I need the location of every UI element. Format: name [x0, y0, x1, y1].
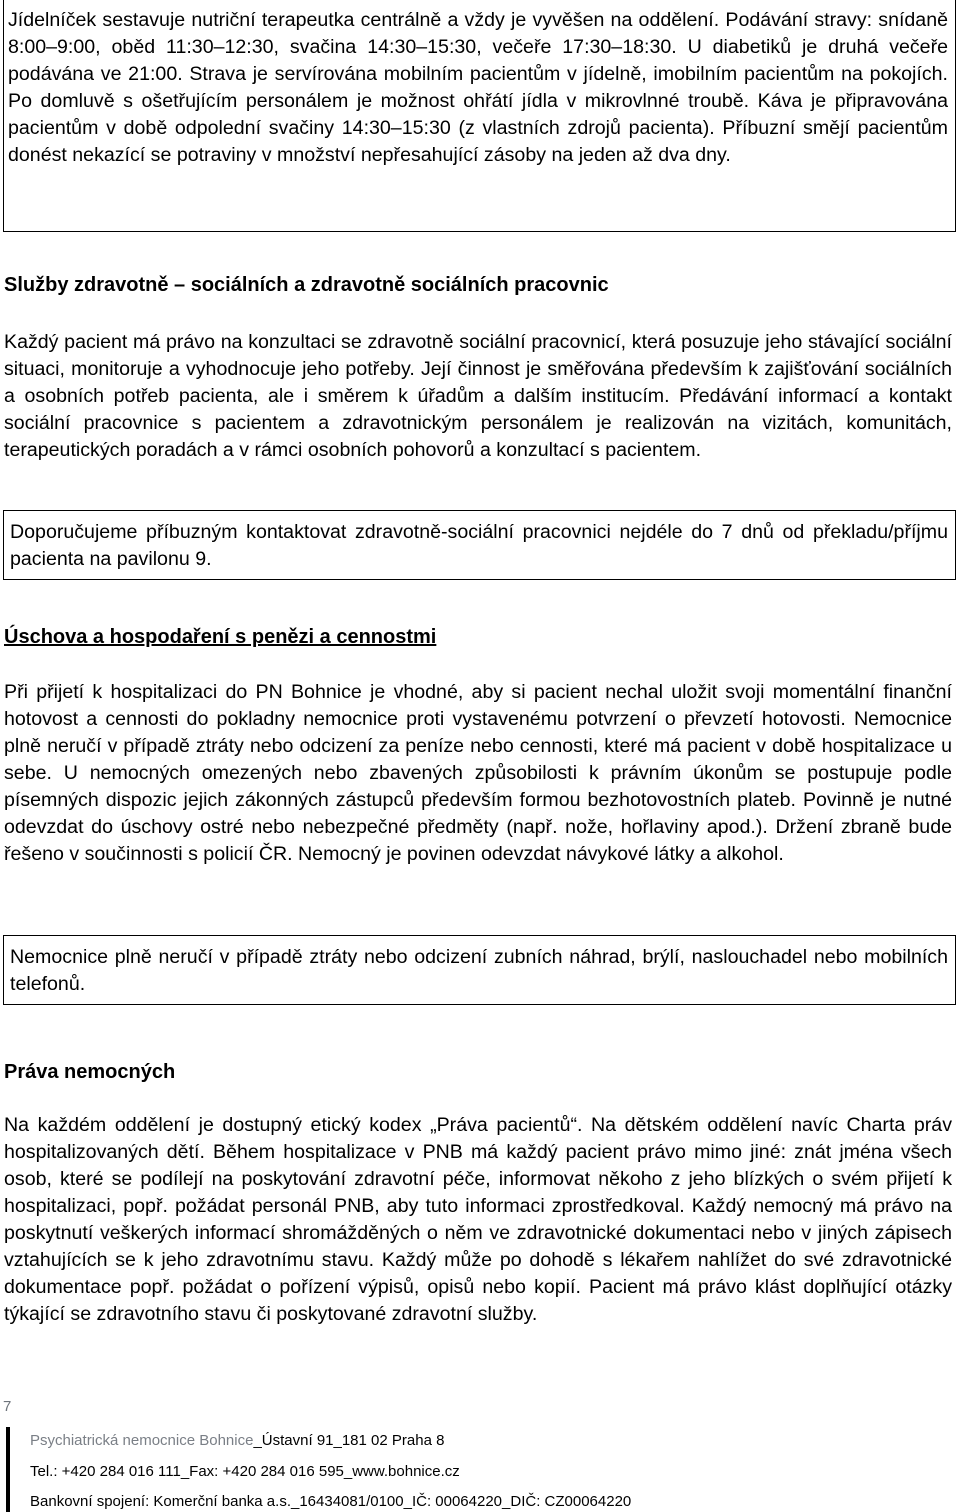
meals-info-text: Jídelníček sestavuje nutriční terapeutka centrálně a vždy je vyvěšen na oddělení. Podávání stravy: snídaně 8:00–9:00, oběd 11:30–12:30, svačina 14:30–15:30, večeře 17:30–18:30. U diabetiků je druhá večeře podávána ve 21:00. Strava je servírována mobilním pacientům v jídelně, imobilním pacientům na pokojích. Po domluvě s ošetřujícím personálem je možnost ohřátí jídla v mikrovlnné troubě. Káva je připravována pacientům v době odpolední svačiny 14:30–15:30 (z vlastních zdrojů pacienta). Příbuzní smějí pacientům donést nekazící se potraviny v množství nepřesahující zásoby na jeden až dva dny. [8, 9, 948, 166]
footer-address: _Ústavní 91_181 02 Praha 8 [253, 1432, 445, 1449]
social-contact-box [3, 510, 956, 580]
rights-paragraph: Na každém oddělení je dostupný etický kodex „Práva pacientů“. Na dětském oddělení navíc Charta práv hospitalizovaných dětí. Během hospitalizace v PNB má každý pacient právo mimo jiné: znát jména všech osob, které se podílejí na poskytování zdravotní péče, informovat někoho z jeho blízkých o svém přijetí k hospitalizaci, popř. požádat personál PNB, aby tuto informaci zprostředkoval. Každý nemocný má právo na poskytnutí veškerých informací shromážděných o něm ve zdravotnické dokumentaci nebo v jiných zápisech vztahujících se k jeho zdravotnímu stavu. Každý může po dohodě s lékařem nahlížet do své zdravotnické dokumentace popř. požádat o pořízení výpisů, opisů nebo kopií. Pacient má právo klást doplňující otázky týkající se zdravotního stavu či poskytované zdravotní služby. [4, 1114, 952, 1325]
social-services-paragraph: Každý pacient má právo na konzultaci se zdravotně sociální pracovnicí, která posuzuje jeho stávající sociální situaci, monitoruje a vyhodnocuje jeho potřeby. Její činnost je směřována především k zajišťování sociálních a osobních potřeb pacienta, ale i směrem k úřadům a dalším institucím. Předávání informací a kontakt sociální pracovnice s pacientem a zdravotnickým personálem je realizován na vizitách, komunitách, terapeutických poradách a v rámci osobních pohovorů a konzultací s pacientem. [4, 331, 952, 461]
page-number: 7 [3, 1398, 12, 1415]
social-contact-text: Doporučujeme příbuzným kontaktovat zdravotně-sociální pracovnici nejdéle do 7 dnů od překladu/příjmu pacienta na pavilonu 9. [10, 521, 948, 570]
rights-heading: Práva nemocných [4, 1061, 176, 1083]
footer-address-line [30, 1432, 444, 1450]
footer-bank: Bankovní spojení: Komerční banka a.s._16434081/0100_IČ: 00064220_DIČ: CZ00064220 [30, 1493, 632, 1510]
liability-text: Nemocnice plně neručí v případě ztráty nebo odcizení zubních náhrad, brýlí, naslouchadel nebo mobilních telefonů. [10, 946, 948, 995]
liability-box [3, 935, 956, 1005]
money-paragraph: Při přijetí k hospitalizaci do PN Bohnice je vhodné, aby si pacient nechal uložit svoji momentální finanční hotovost a cennosti do pokladny nemocnice proti vystavenému potvrzení o převzetí hotovosti. Nemocnice plně neručí v případě ztráty nebo odcizení za peníze nebo cennosti, které má pacient v době hospitalizace u sebe. U nemocných omezených nebo zbavených způsobilosti k právním úkonům se postupuje podle písemných dispozic jejich zákonných zástupců především formou bezhotovostních plateb. Povinně je nutné odevzdat do úschovy ostré nebo nebezpečné předměty (např. nože, hořlaviny apod.). Držení zbraně bude řešeno v součinnosti s policií ČR. Nemocný je povinen odevzdat návykové látky a alkohol. [4, 681, 952, 865]
social-services-heading: Služby zdravotně – sociálních a zdravotně sociálních pracovnic [4, 274, 609, 296]
footer-rule [6, 1427, 10, 1512]
money-heading: Úschova a hospodaření s penězi a cennostmi [4, 626, 437, 648]
footer-hospital-name: Psychiatrická nemocnice Bohnice [30, 1432, 254, 1449]
footer-contacts: Tel.: +420 284 016 111_Fax: +420 284 016 595_www.bohnice.cz [30, 1463, 460, 1480]
meals-info-box [3, 0, 956, 232]
